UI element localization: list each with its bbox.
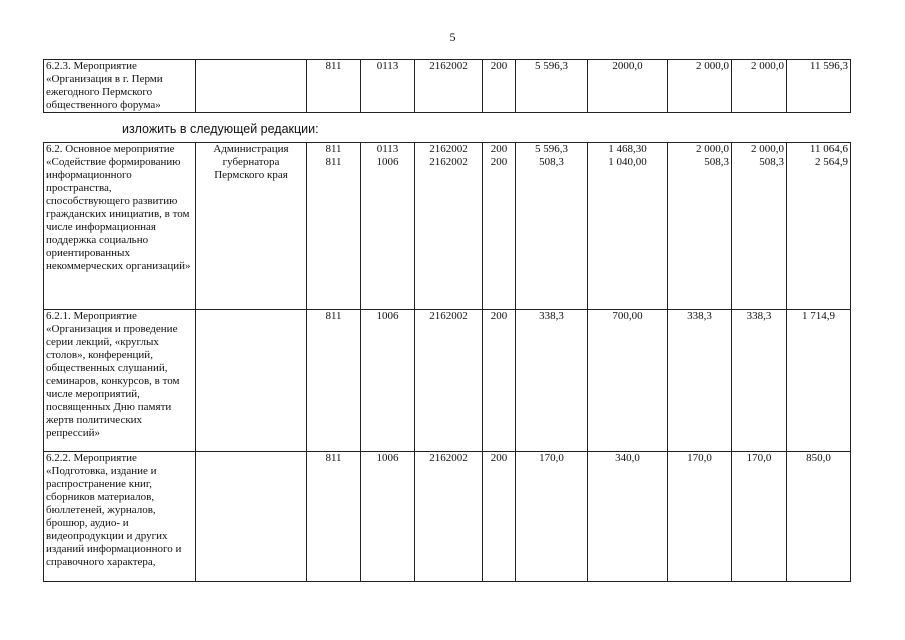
main-line1-year1: 5 596,3 [535,143,568,155]
main-line2-rz: 1006 [376,156,399,168]
main-line1-vr: 200 [490,143,508,155]
main-activity-year3 [668,143,732,310]
activity-csr: 2162002 [415,310,483,452]
activity-year1: 338,3 [516,310,588,452]
activity-total: 850,0 [787,452,851,582]
activity-csr: 2162002 [415,452,483,582]
activity-year2: 340,0 [588,452,668,582]
activity-vr: 200 [483,452,516,582]
old-row-year2: 2000,0 [588,60,668,113]
activity-total: 1 714,9 [787,310,851,452]
main-activity-executor: Администрация губернатора Пермского края [196,143,307,310]
main-activity-name: 6.2. Основное мероприятие «Содействие формированию информационного пространства, способствующего развитию гражданских инициатив, в том числе информационная поддержка социально ориентированных некоммерческих организаций» [44,143,196,310]
main-activity-year1 [516,143,588,310]
page-number: 5 [449,30,456,44]
old-version-table [43,59,851,113]
main-line2-csr: 2162002 [429,156,468,168]
old-row-year4: 2 000,0 [732,60,787,113]
main-line2-year4: 508,3 [759,156,784,168]
activity-executor [196,452,307,582]
main-activity-vr [483,143,516,310]
main-line2-year1: 508,3 [539,156,564,168]
main-line2-year2: 1 040,00 [608,156,647,168]
main-line1-ved: 811 [325,143,342,155]
old-row-name: 6.2.3. Мероприятие «Организация в г. Перми ежегодного Пермского общественного форума» [44,60,196,113]
activity-year4: 338,3 [732,310,787,452]
old-row-csr: 2162002 [415,60,483,113]
main-line1-year3: 2 000,0 [696,143,729,155]
main-activity-ved [307,143,361,310]
activity-year4: 170,0 [732,452,787,582]
main-line1-total: 11 064,6 [809,143,848,155]
activity-executor [196,310,307,452]
main-activity-csr [415,143,483,310]
main-activity-total [787,143,851,310]
main-line1-year4: 2 000,0 [751,143,784,155]
activity-year1: 170,0 [516,452,588,582]
main-line1-year2: 1 468,30 [608,143,647,155]
activity-name: 6.2.2. Мероприятие «Подготовка, издание и распространение книг, сборников материалов, бюллетеней, журналов, брошюр, аудио- и видеопродукции и других изданий информационного и справочного характера, [44,452,196,582]
activity-row-6-2-1 [44,310,851,452]
new-version-table [43,142,851,582]
main-line1-rz: 0113 [376,143,399,155]
activity-rz: 1006 [361,452,415,582]
main-activity-year2 [588,143,668,310]
old-row-year1: 5 596,3 [516,60,588,113]
old-row-total: 11 596,3 [787,60,851,113]
activity-row-6-2-2 [44,452,851,582]
main-line2-year3: 508,3 [704,156,729,168]
old-row-rz: 0113 [361,60,415,113]
activity-year2: 700,00 [588,310,668,452]
activity-year3: 170,0 [668,452,732,582]
main-activity-row [44,143,851,310]
activity-ved: 811 [307,310,361,452]
old-row-vr: 200 [483,60,516,113]
activity-ved: 811 [307,452,361,582]
old-row-year3: 2 000,0 [668,60,732,113]
main-line2-vr: 200 [490,156,508,168]
old-row-ved: 811 [307,60,361,113]
old-row [44,60,851,113]
main-line1-csr: 2162002 [429,143,468,155]
main-activity-rz [361,143,415,310]
activity-name: 6.2.1. Мероприятие «Организация и проведение серии лекций, «круглых столов», конференций, общественных слушаний, семинаров, конкурсов, в том числе мероприятий, посвященных Дню памяти жертв политических репрессий» [44,310,196,452]
activity-year3: 338,3 [668,310,732,452]
activity-rz: 1006 [361,310,415,452]
old-row-executor [196,60,307,113]
main-line2-total: 2 564,9 [815,156,848,168]
main-line2-ved: 811 [325,156,342,168]
activity-vr: 200 [483,310,516,452]
intro-text: изложить в следующей редакции: [122,122,319,136]
main-activity-year4 [732,143,787,310]
